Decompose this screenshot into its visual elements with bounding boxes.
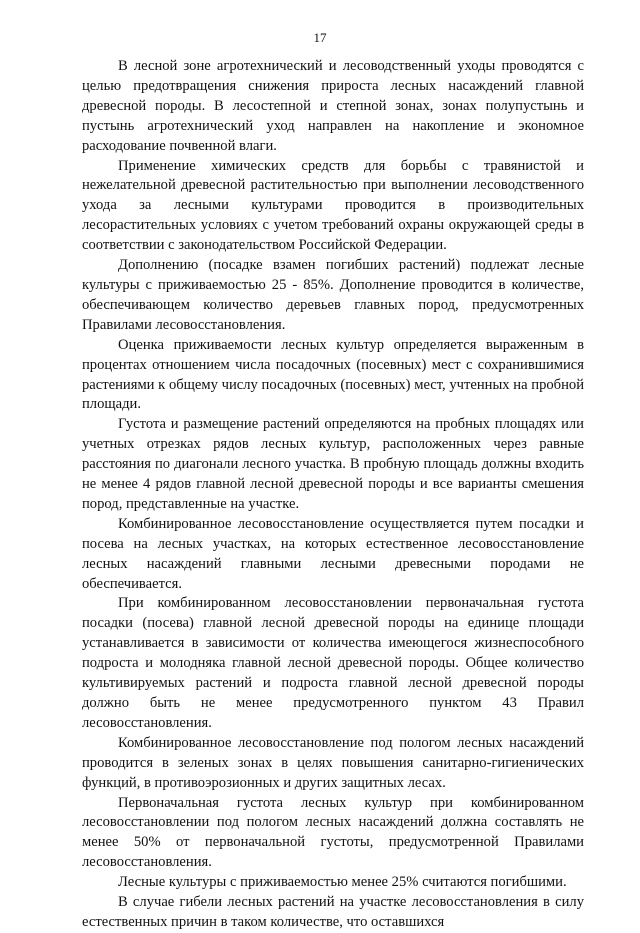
paragraph-dead-cultures: Лесные культуры с приживаемостью менее 25% считаются погибшими.: [118, 874, 567, 891]
paragraph-combined-reforestation: Комбинированное лесовосстановление осуществляется путем посадки и посева на лесных участках, на которых естественное лесовосстановление лесных насаждений главными лесными древесными породами не обеспечивается.: [82, 515, 584, 592]
paragraph-density-placement: Густота и размещение растений определяются на пробных площадях или учетных отрезках рядов лесных культур, расположенных через равные расстояния по диагонали лесного участка. В пробную площадь должны входить не менее 4 рядов главной лесной древесной породы и все варианты смешения пород, представленные на участке.: [82, 416, 584, 512]
paragraph-supplementing: Дополнению (посадке взамен погибших растений) подлежат лесные культуры с приживаемостью 25 - 85%. Дополнение проводится в количестве, обеспечивающем количество деревьев главных пород, предусмотренных Правилами лесовосстановления.: [82, 257, 584, 333]
paragraph-agrotechnical-care: В лесной зоне агротехнический и лесоводственный уходы проводятся с целью предотвращения снижения прироста лесных насаждений главной древесной породы. В лесостепной и степной зонах, зонах полупустынь и пустынь агротехнический уход направлен на накопление и экономное расходование почвенной влаги.: [82, 58, 584, 154]
paragraph-initial-density: При комбинированном лесовосстановлении первоначальная густота посадки (посева) главной лесной древесной породы на единице площади устанавливается в зависимости от количества имеющегося жизнеспособного подроста и молодняка главной лесной древесной породы. Общее количество культивируемых растений и подроста главной лесной древесной породы должно быть не менее предусмотренного пунктом 43 Правил лесовосстановления.: [82, 595, 584, 731]
document-body: [82, 57, 584, 933]
paragraph-under-canopy-density: Первоначальная густота лесных культур при комбинированном лесовосстановлении под пологом лесных насаждений должна составлять не менее 50% от первоначальной густоты, предусмотренной Правилами лесовосстановления.: [82, 794, 584, 871]
paragraph-survival-assessment: Оценка приживаемости лесных культур определяется выраженным в процентах отношением числа посадочных (посевных) мест с сохранившимися растениями к общему числу посадочных (посевных) мест, учтенных на пробной площади.: [82, 336, 584, 413]
paragraph-under-canopy: Комбинированное лесовосстановление под пологом лесных насаждений проводится в зеленых зонах в целях повышения санитарно-гигиенических функций, в противоэрозионных и других защитных лесах.: [82, 734, 584, 791]
paragraph-natural-causes: В случае гибели лесных растений на участке лесовосстановления в силу естественных причин в таком количестве, что оставшихся: [82, 894, 584, 930]
paragraph-chemical-means: Применение химических средств для борьбы с травянистой и нежелательной древесной растительностью при выполнении лесоводственного ухода за лесными культурами проводится в производительных лесорастительных условиях с учетом требований охраны окружающей среды в соответствии с законодательством Российской Федерации.: [82, 157, 584, 254]
page-number: 17: [313, 30, 327, 45]
